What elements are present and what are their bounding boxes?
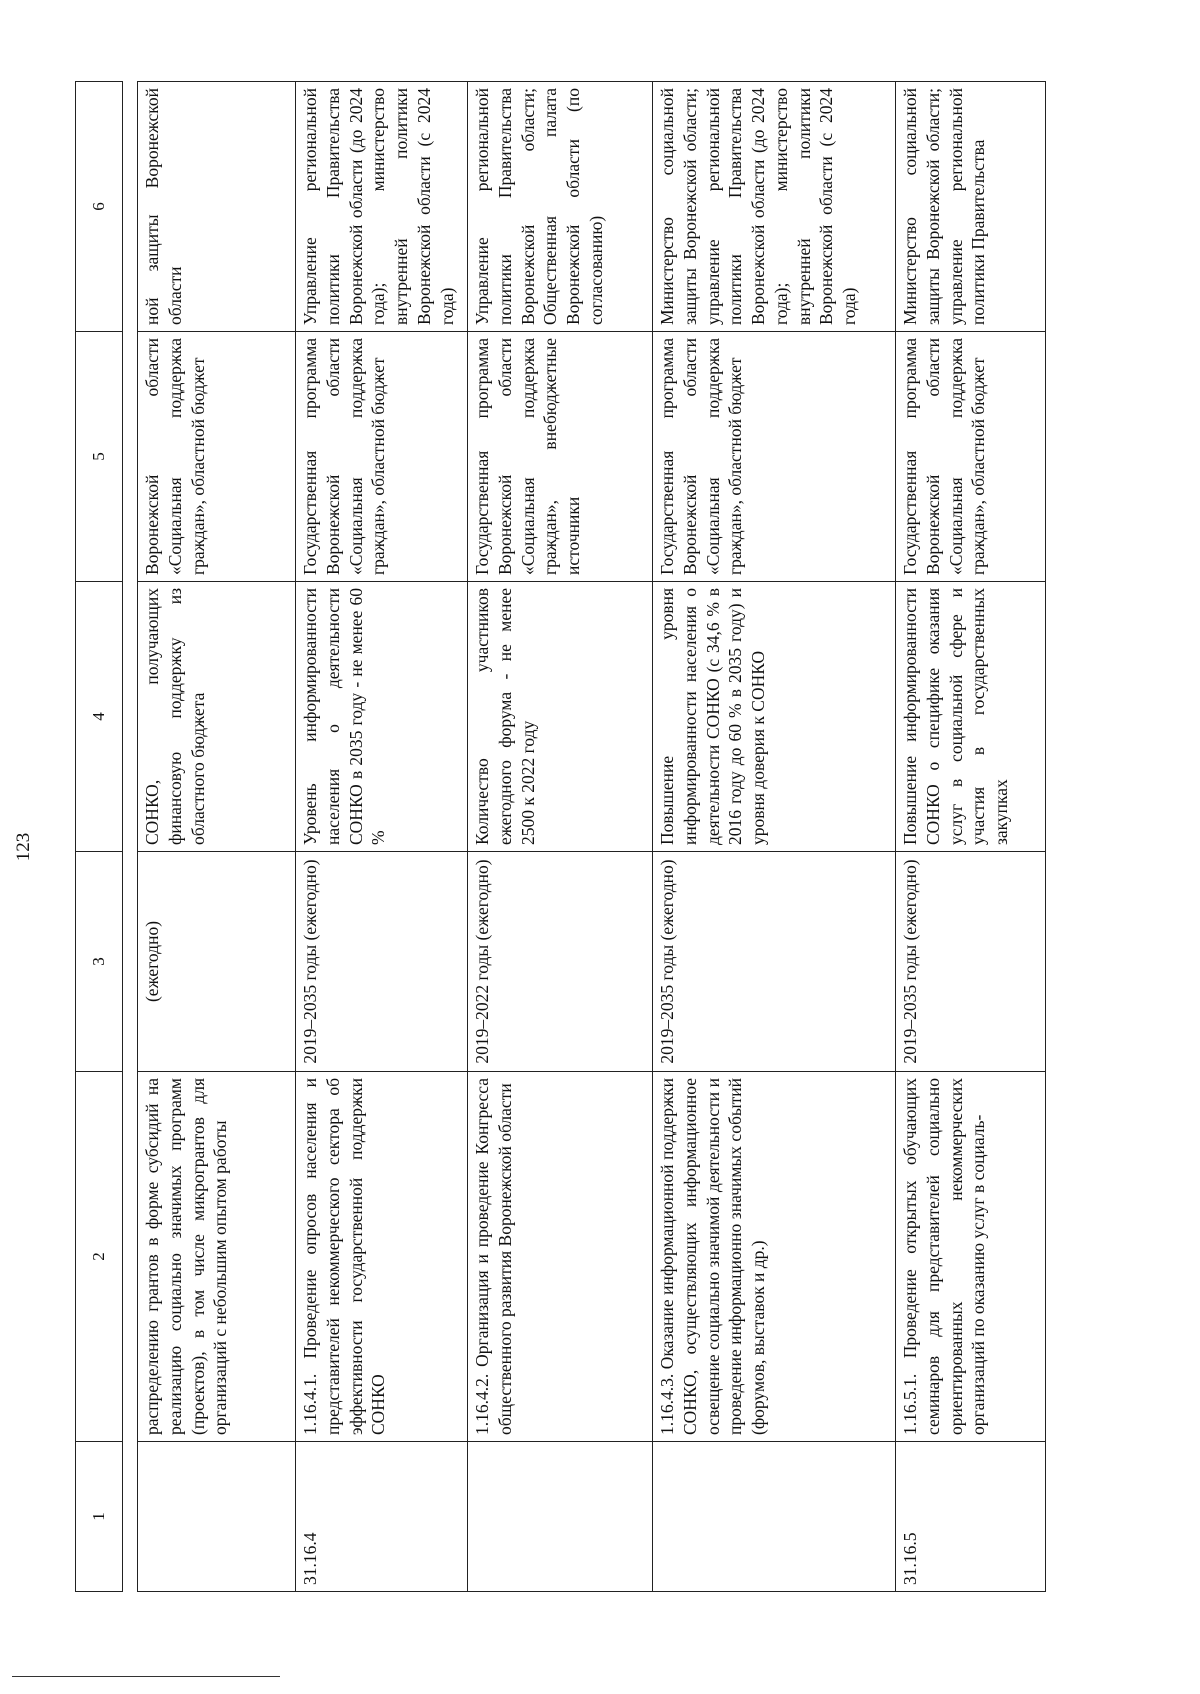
column-header: 6 (76, 82, 123, 332)
source-cell: Государственная программа Воронежской области «Социальная поддержка граждан», областной бюджет (296, 332, 468, 582)
term-cell: 2019–2035 годы (ежегодно) (653, 852, 896, 1072)
executor-cell: ной защиты Воронежской области (138, 82, 296, 332)
executor-cell: Министерство социальной защиты Воронежской области; управление региональной политики Правительства (896, 82, 1046, 332)
row-number: 31.16.5 (896, 1442, 1046, 1592)
column-number-row (76, 82, 123, 1592)
action-cell: 1.16.4.1. Проведение опросов населения и представителей некоммерческого сектора об эффективности государственной поддержки СОНКО (296, 1072, 468, 1442)
source-cell: Государственная программа Воронежской области «Социальная поддержка граждан», областной бюджет (896, 332, 1046, 582)
row-number (653, 1442, 896, 1592)
source-cell: Государственная программа Воронежской области «Социальная поддержка граждан», областной бюджет (653, 332, 896, 582)
table-row (896, 82, 1046, 1592)
table-row (653, 82, 896, 1592)
indicator-cell: СОНКО, получающих финансовую поддержку из областного бюджета (138, 582, 296, 852)
action-cell: 1.16.4.2. Организация и проведение Конгресса общественного развития Воронежской области (468, 1072, 653, 1442)
executor-cell: Министерство социальной защиты Воронежской области; управление региональной политики Правительства Воронежской области (до 2024 года); министерство внутренней политики Воронежской области (с 2024 года) (653, 82, 896, 332)
indicator-cell: Уровень информированности населения о деятельности СОНКО в 2035 году - не менее 60 % (296, 582, 468, 852)
row-number: 31.16.4 (296, 1442, 468, 1592)
table-row (296, 82, 468, 1592)
column-header: 4 (76, 582, 123, 852)
term-cell: (ежегодно) (138, 852, 296, 1072)
page-number: 123 (13, 832, 34, 862)
action-cell: распределению грантов в форме субсидий на реализацию социально значимых программ (проектов), в том числе микрогрантов для организаций с небольшим опытом работы (138, 1072, 296, 1442)
rotated-table-container (75, 82, 1125, 1592)
term-cell: 2019–2035 годы (ежегодно) (296, 852, 468, 1072)
indicator-cell: Повышение уровня информированности населения о деятельности СОНКО (с 34,6 % в 2016 году до 60 % в 2035 году) и уровня доверия к СОНКО (653, 582, 896, 852)
executor-cell: Управление региональной политики Правительства Воронежской области (до 2024 года); министерство внутренней политики Воронежской области (с 2024 года) (296, 82, 468, 332)
table-row (138, 82, 296, 1592)
column-header: 5 (76, 332, 123, 582)
column-header: 3 (76, 852, 123, 1072)
term-cell: 2019–2022 годы (ежегодно) (468, 852, 653, 1072)
column-header: 2 (76, 1072, 123, 1442)
footer-rule (12, 1676, 280, 1677)
measures-table (75, 81, 1046, 1592)
executor-cell: Управление региональной политики Правительства Воронежской области; Общественная палата Воронежской области (по согласованию) (468, 82, 653, 332)
action-cell: 1.16.4.3. Оказание информационной поддержки СОНКО, осуществляющих информационное освещение социально значимой деятельности и проведение информационно значимых событий (форумов, выставок и др.) (653, 1072, 896, 1442)
header-gap (123, 82, 138, 1592)
action-cell: 1.16.5.1. Проведение открытых обучающих семинаров для представителей социально ориентированных некоммерческих организаций по оказанию услуг в социаль- (896, 1072, 1046, 1442)
indicator-cell: Повышение информированности СОНКО о специфике оказания услуг в социальной сфере и участия в государственных закупках (896, 582, 1046, 852)
indicator-cell: Количество участников ежегодного форума - не менее 2500 к 2022 году (468, 582, 653, 852)
table-row (468, 82, 653, 1592)
row-number (468, 1442, 653, 1592)
source-cell: Государственная программа Воронежской области «Социальная поддержка граждан», внебюджетные источники (468, 332, 653, 582)
row-number (138, 1442, 296, 1592)
term-cell: 2019–2035 годы (ежегодно) (896, 852, 1046, 1072)
column-header: 1 (76, 1442, 123, 1592)
source-cell: Воронежской области «Социальная поддержка граждан», областной бюджет (138, 332, 296, 582)
